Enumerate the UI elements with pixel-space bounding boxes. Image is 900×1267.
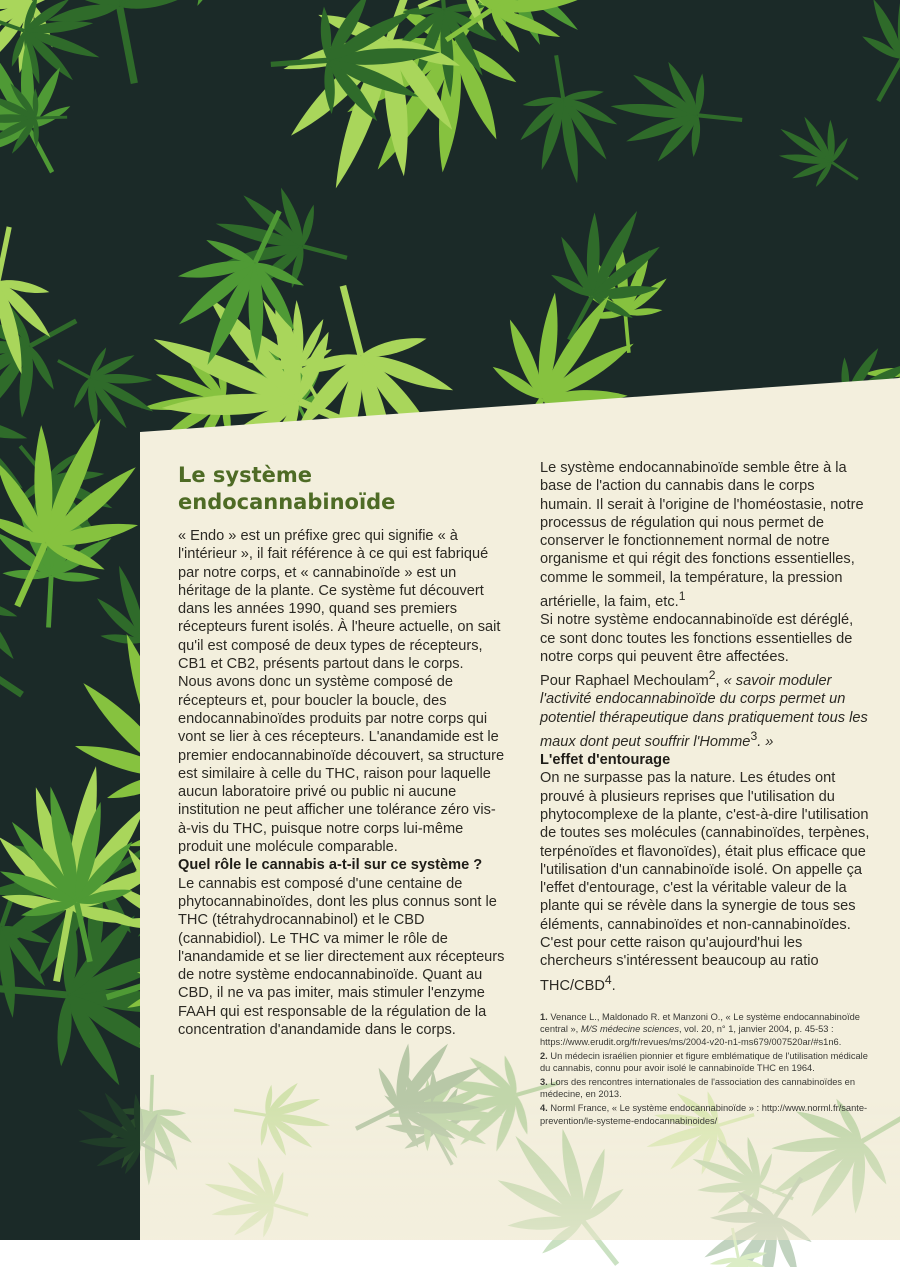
- section-entourage-paragraph: [540, 769, 870, 994]
- article-title-line-1: Le système: [178, 463, 313, 487]
- intro-paragraph-2: Nous avons donc un système composé de récepteurs et, pour boucler la boucle, des endocannabinoïdes produits par notre corps qui vont se lier à ces récepteurs. L'anandamide est le premier endocannabinoïde découvert, sa structure est similaire à celle du THC, raison pour laquelle aucun laboratoire privé ou public ni aucune institution ne peut afficher une tolérance zéro vis-à-vis du THC, puisque notre corps lui-même produit une molécule comparable.: [178, 674, 505, 856]
- footnote-4-number: 4.: [540, 1102, 548, 1113]
- footnote-1: [540, 1011, 870, 1049]
- section-role-paragraph: Le cannabis est composé d'une centaine de phytocannabinoïdes, dont les plus connus sont le THC (tétrahydrocannabinol) et le CBD (cannabidiol). Le THC va mimer le rôle de l'anandamide et se lier directement aux récepteurs de notre système endocannabinoïde. Quant au CBD, il ne va pas imiter, mais stimuler l'enzyme FAAH qui est responsable de la régulation de la concentration d'anandamide dans le corps.: [178, 875, 505, 1039]
- right-paragraph-2: Si notre système endocannabinoïde est déréglé, ce sont donc toutes les fonctions essentielles de notre corps qui peuvent être affectées.: [540, 612, 854, 665]
- section-entourage-text: On ne surpasse pas la nature. Les études ont prouvé à plusieurs reprises que l'utilisation du phytocomplexe de la plante, c'est-à-dire l'utilisation de toutes ses molécules (cannabinoïdes, terpènes, terpénoïdes et flavonoïdes), était plus efficace que l'utilisation d'un cannabinoïde isolé. On appelle ça l'effet d'entourage, c'est la véritable valeur de la plante qui se révèle dans la synergie de tous ses éléments, cannabinoïdes et non-cannabinoïdes. C'est pour cette raison qu'aujourd'hui les chercheurs s'intéressent beaucoup au ratio THC/CBD: [540, 770, 870, 994]
- right-paragraph-3-prefix: Pour Raphael Mechoulam: [540, 672, 709, 689]
- footnote-ref-1: 1: [678, 589, 686, 604]
- right-paragraph-1: [540, 459, 870, 611]
- footnote-4: [540, 1102, 870, 1127]
- right-paragraph-1-text: Le système endocannabinoïde semble être à la base de l'action du cannabis dans le corps humain. Il serait à l'origine de l'homéostasie, notre processus de régulation qui nous permet de conserver le fonctionnement normal de notre organisme et qui régit des fonctions essentielles, comme le sommeil, la température, la pression artérielle, la faim, etc.: [540, 460, 864, 610]
- mechoulam-quote-end: . »: [757, 733, 774, 750]
- footnote-4-text: Norml France, « Le système endocannabinoïde » : http://www.norml.fr/sante-prevention/le-systeme-endocannabinoides/: [540, 1102, 868, 1126]
- right-paragraph-3: [540, 666, 870, 751]
- section-heading-entourage: L'effet d'entourage: [540, 752, 671, 769]
- footnote-2: [540, 1050, 870, 1075]
- footnote-1-number: 1.: [540, 1011, 548, 1022]
- right-paragraph-3-separator: ,: [715, 672, 724, 689]
- mechoulam-quote: « savoir moduler l'activité endocannabinoïde du corps permet un potentiel thérapeutique dans pratiquement tous les maux dont peut souffrir l'Homme: [540, 672, 868, 750]
- footnote-ref-3: 3: [750, 728, 758, 743]
- footnote-ref-4: 4: [604, 972, 612, 987]
- intro-paragraph-1: « Endo » est un préfixe grec qui signifie « à l'intérieur », il fait référence à ce qui est fabriqué par notre corps, et « cannabinoïde » est un héritage de la plante. Ce système fut découvert dans les années 1990, quand ses premiers récepteurs furent isolés. À l'heure actuelle, on sait qu'il est composé de deux types de récepteurs, CB1 et CB2, présents partout dans le corps.: [178, 528, 501, 673]
- footnote-3-text: Lors des rencontres internationales de l'association des cannabinoïdes en médecine, en 2013.: [540, 1076, 855, 1100]
- footnote-ref-2: 2: [708, 668, 716, 683]
- footnote-3-number: 3.: [540, 1076, 548, 1087]
- footnote-2-text: Un médecin israélien pionnier et figure emblématique de l'utilisation médicale du cannabis, connu pour avoir isolé le cannabinoïde THC en 1964.: [540, 1050, 868, 1074]
- footnote-2-number: 2.: [540, 1050, 548, 1061]
- section-heading-role: Quel rôle le cannabis a-t-il sur ce système ?: [178, 857, 483, 874]
- footnote-1-text-a: Venance L., Maldonado R. et Manzoni O., « Le système endocannabinoïde central »,: [540, 1011, 860, 1035]
- footnote-3: [540, 1076, 870, 1101]
- article-title-line-2: endocannabinoïde: [178, 490, 396, 514]
- footnote-1-text-b: , vol. 20, n° 1, janvier 2004, p. 45-53 : https://www.erudit.org/fr/revues/ms/2004-v20-n1-ms679/007520ar/#s1n6.: [540, 1024, 842, 1047]
- article-left-column: [178, 462, 508, 1039]
- footnote-1-journal: M/S médecine sciences: [580, 1024, 680, 1035]
- section-entourage-end: .: [611, 977, 616, 994]
- footnotes: [540, 1011, 870, 1127]
- article-right-column: [540, 459, 870, 1128]
- article-title: [178, 462, 508, 516]
